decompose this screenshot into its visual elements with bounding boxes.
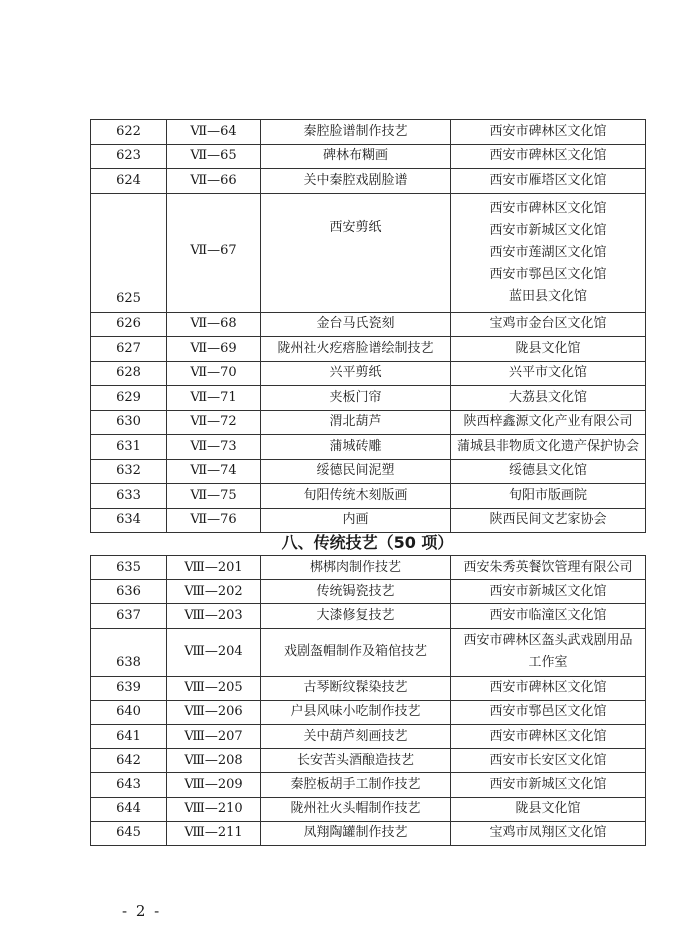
applicant-unit: 西安市鄠邑区文化馆	[451, 700, 646, 724]
project-name: 陇州社火头帽制作技艺	[261, 797, 451, 821]
applicant-unit: 西安市临潼区文化馆	[451, 604, 646, 628]
applicant-unit: 兴平市文化馆	[451, 361, 646, 386]
project-name: 兴平剪纸	[261, 361, 451, 386]
row-number: 643	[91, 773, 167, 797]
applicant-unit-line: 西安市碑林区盔头武戏剧用品	[463, 633, 633, 649]
table-row	[91, 724, 646, 748]
applicant-unit: 宝鸡市金台区文化馆	[451, 312, 646, 337]
project-name: 大漆修复技艺	[261, 604, 451, 628]
project-name: 夹板门帘	[261, 386, 451, 411]
applicant-unit	[451, 193, 646, 312]
table-row	[91, 628, 646, 676]
project-name: 凤翔陶罐制作技艺	[261, 821, 451, 845]
project-code: Ⅷ—202	[167, 580, 261, 604]
table-row	[91, 410, 646, 435]
table-row	[91, 386, 646, 411]
row-number: 629	[91, 386, 167, 411]
table-row	[91, 749, 646, 773]
applicant-unit: 宝鸡市凤翔区文化馆	[451, 821, 646, 845]
applicant-unit: 大荔县文化馆	[451, 386, 646, 411]
table-row	[91, 193, 646, 312]
applicant-unit: 陇县文化馆	[451, 797, 646, 821]
project-code: Ⅷ—207	[167, 724, 261, 748]
row-number: 640	[91, 700, 167, 724]
row-number: 628	[91, 361, 167, 386]
table-row	[91, 773, 646, 797]
applicant-unit: 西安市碑林区文化馆	[451, 676, 646, 700]
project-code: Ⅶ—67	[167, 193, 261, 312]
project-name: 陇州社火疙瘩脸谱绘制技艺	[261, 337, 451, 362]
table-row	[91, 604, 646, 628]
project-name: 关中秦腔戏剧脸谱	[261, 169, 451, 194]
table-row	[91, 580, 646, 604]
row-number: 638	[91, 628, 167, 676]
project-code: Ⅶ—76	[167, 508, 261, 533]
row-number: 637	[91, 604, 167, 628]
row-number: 624	[91, 169, 167, 194]
applicant-unit: 西安市新城区文化馆	[451, 580, 646, 604]
project-name: 内画	[261, 508, 451, 533]
project-name: 渭北葫芦	[261, 410, 451, 435]
project-code: Ⅶ—74	[167, 459, 261, 484]
applicant-unit: 西安市碑林区文化馆	[451, 144, 646, 169]
applicant-unit: 西安市长安区文化馆	[451, 749, 646, 773]
row-number: 631	[91, 435, 167, 460]
project-name: 关中葫芦刻画技艺	[261, 724, 451, 748]
applicant-unit: 旬阳市版画院	[451, 484, 646, 509]
applicant-unit-line: 西安市碑林区文化馆	[489, 200, 607, 216]
applicant-unit: 陕西民间文艺家协会	[451, 508, 646, 533]
applicant-unit-line: 蓝田县文化馆	[508, 288, 587, 304]
heritage-table-part-2	[90, 555, 646, 846]
applicant-unit	[451, 628, 646, 676]
project-code: Ⅶ—65	[167, 144, 261, 169]
applicant-unit-line: 西安市鄠邑区文化馆	[489, 266, 607, 282]
applicant-unit: 西安市碑林区文化馆	[451, 724, 646, 748]
project-code: Ⅶ—68	[167, 312, 261, 337]
table-row	[91, 484, 646, 509]
row-number: 625	[91, 193, 167, 312]
applicant-unit: 陇县文化馆	[451, 337, 646, 362]
project-code: Ⅷ—209	[167, 773, 261, 797]
project-code: Ⅶ—73	[167, 435, 261, 460]
row-number: 623	[91, 144, 167, 169]
table-row	[91, 337, 646, 362]
heritage-table-part-1	[90, 119, 646, 533]
project-code: Ⅶ—72	[167, 410, 261, 435]
table-row	[91, 821, 646, 845]
row-number: 636	[91, 580, 167, 604]
project-name: 秦腔板胡手工制作技艺	[261, 773, 451, 797]
applicant-unit: 蒲城县非物质文化遗产保护协会	[451, 435, 646, 460]
applicant-unit: 绥德县文化馆	[451, 459, 646, 484]
project-name: 蒲城砖雕	[261, 435, 451, 460]
project-name: 金台马氏瓷刻	[261, 312, 451, 337]
row-number: 645	[91, 821, 167, 845]
applicant-unit-line: 工作室	[528, 655, 568, 671]
table-row	[91, 676, 646, 700]
applicant-unit: 西安市雁塔区文化馆	[451, 169, 646, 194]
row-number: 641	[91, 724, 167, 748]
project-name: 碑林布糊画	[261, 144, 451, 169]
project-code: Ⅶ—71	[167, 386, 261, 411]
project-code: Ⅷ—210	[167, 797, 261, 821]
project-code: Ⅷ—208	[167, 749, 261, 773]
project-name: 绥德民间泥塑	[261, 459, 451, 484]
project-code: Ⅷ—204	[167, 628, 261, 676]
project-code: Ⅶ—64	[167, 120, 261, 145]
table-row	[91, 435, 646, 460]
project-name: 长安苦头酒酿造技艺	[261, 749, 451, 773]
row-number: 627	[91, 337, 167, 362]
project-code: Ⅶ—70	[167, 361, 261, 386]
project-code: Ⅷ—205	[167, 676, 261, 700]
row-number: 642	[91, 749, 167, 773]
row-number: 626	[91, 312, 167, 337]
applicant-unit-line: 西安市新城区文化馆	[489, 222, 607, 238]
row-number: 630	[91, 410, 167, 435]
table-row	[91, 797, 646, 821]
applicant-unit: 西安朱秀英餐饮管理有限公司	[451, 556, 646, 580]
table-row	[91, 120, 646, 145]
project-code: Ⅷ—203	[167, 604, 261, 628]
project-name: 古琴断纹髹染技艺	[261, 676, 451, 700]
project-code: Ⅶ—69	[167, 337, 261, 362]
section-title: 八、传统技艺（50 项）	[281, 533, 454, 552]
project-code: Ⅷ—211	[167, 821, 261, 845]
table-row	[91, 459, 646, 484]
table-row	[91, 700, 646, 724]
row-number: 644	[91, 797, 167, 821]
project-name: 旬阳传统木刻版画	[261, 484, 451, 509]
project-name: 秦腔脸谱制作技艺	[261, 120, 451, 145]
project-code: Ⅷ—201	[167, 556, 261, 580]
project-code: Ⅷ—206	[167, 700, 261, 724]
project-name: 梆梆肉制作技艺	[261, 556, 451, 580]
page-number: - 2 -	[122, 902, 162, 920]
applicant-unit: 陕西梓鑫源文化产业有限公司	[451, 410, 646, 435]
row-number: 634	[91, 508, 167, 533]
row-number: 633	[91, 484, 167, 509]
applicant-unit: 西安市新城区文化馆	[451, 773, 646, 797]
project-name: 传统锔瓷技艺	[261, 580, 451, 604]
project-code: Ⅶ—66	[167, 169, 261, 194]
project-name: 西安剪纸	[261, 193, 451, 312]
project-code: Ⅶ—75	[167, 484, 261, 509]
table-row	[91, 508, 646, 533]
project-name: 户县风味小吃制作技艺	[261, 700, 451, 724]
row-number: 639	[91, 676, 167, 700]
applicant-unit: 西安市碑林区文化馆	[451, 120, 646, 145]
table-row	[91, 144, 646, 169]
table-row	[91, 361, 646, 386]
row-number: 632	[91, 459, 167, 484]
project-name: 戏剧盔帽制作及箱倌技艺	[261, 628, 451, 676]
applicant-unit-line: 西安市莲湖区文化馆	[489, 244, 607, 260]
table-row	[91, 169, 646, 194]
table-row	[91, 312, 646, 337]
table-row	[91, 556, 646, 580]
row-number: 635	[91, 556, 167, 580]
row-number: 622	[91, 120, 167, 145]
